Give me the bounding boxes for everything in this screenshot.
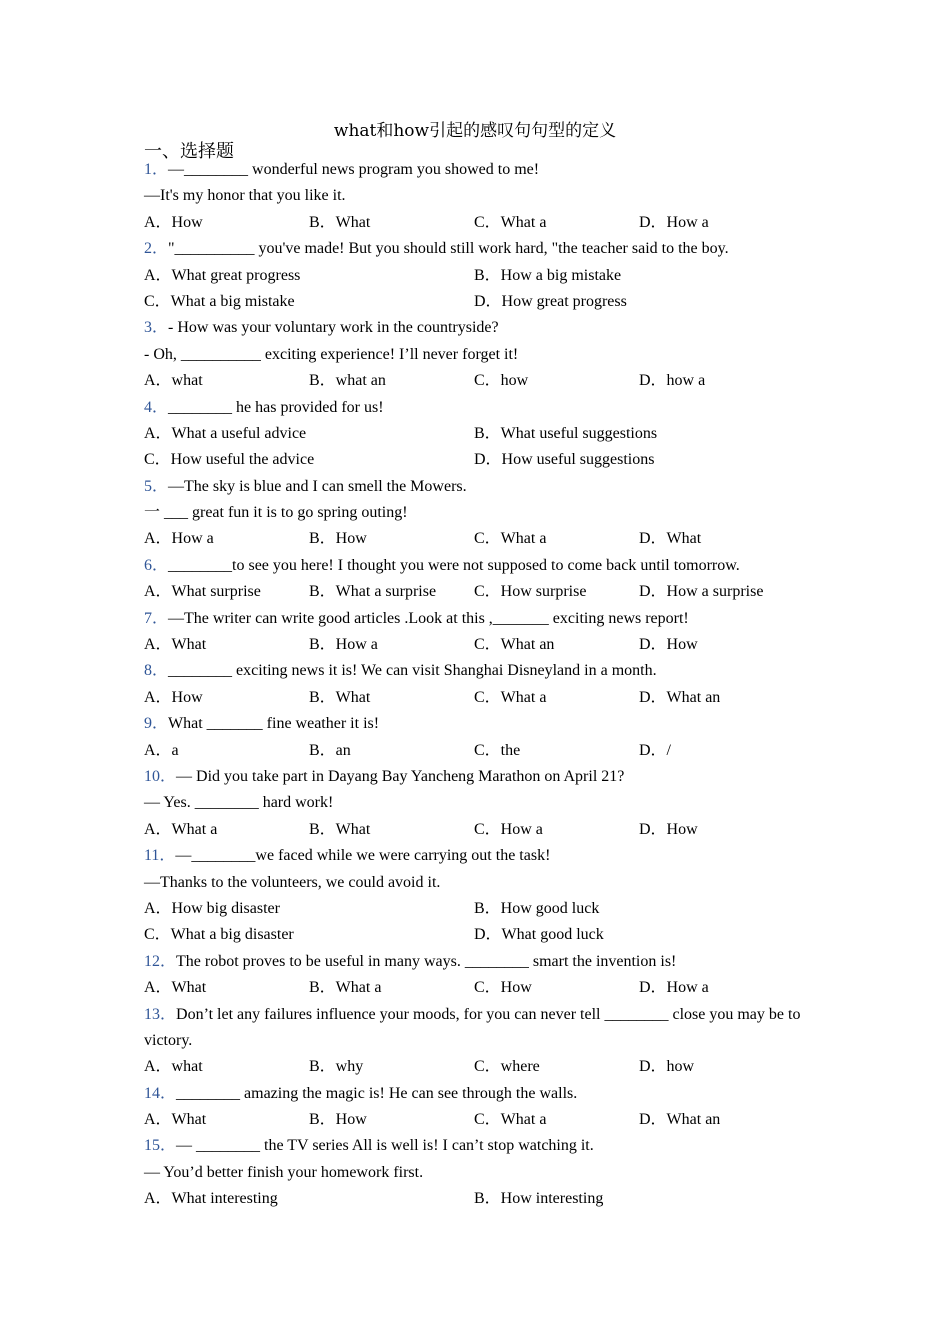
answer-option[interactable]: C．where (474, 1058, 540, 1076)
question-stem (144, 553, 804, 579)
answer-option[interactable]: C．How useful the advice (144, 451, 315, 469)
question-12 (144, 949, 804, 1002)
question-list (144, 157, 804, 1213)
question-11 (144, 843, 804, 949)
question-text: — ________ the TV series All is well is! I can’t stop watching it. (176, 1137, 594, 1155)
answer-option[interactable]: C．What a big mistake (144, 292, 295, 310)
option-row (144, 975, 804, 1001)
question-number: 15． (144, 1137, 177, 1155)
answer-option[interactable]: C．What a (474, 530, 547, 548)
answer-option[interactable]: B．How (309, 1111, 367, 1129)
answer-option[interactable]: B．How a (309, 636, 378, 654)
answer-option[interactable]: C．What a (474, 213, 547, 231)
question-text: "__________ you've made! But you should still work hard, "the teacher said to the boy. (168, 240, 729, 258)
question-stem (144, 1133, 804, 1159)
answer-option[interactable]: A．a (144, 741, 179, 759)
question-dialogue-line (144, 342, 804, 368)
question-14 (144, 1081, 804, 1134)
option-row (144, 632, 804, 658)
option-row (144, 263, 804, 289)
answer-option[interactable]: B．How good luck (474, 899, 600, 917)
question-stem (144, 711, 804, 737)
answer-option[interactable]: D．What an (639, 688, 721, 706)
answer-option[interactable]: A．What interesting (144, 1190, 278, 1208)
answer-option[interactable]: A．How a (144, 530, 214, 548)
answer-option[interactable]: B．an (309, 741, 351, 759)
option-row (144, 817, 804, 843)
question-1 (144, 157, 804, 236)
question-text: — You’d better finish your homework first. (144, 1163, 424, 1181)
option-row (144, 738, 804, 764)
question-9 (144, 711, 804, 764)
question-text: —________we faced while we were carrying out the task! (175, 847, 551, 865)
question-3 (144, 315, 804, 394)
option-row (144, 1107, 804, 1133)
question-text: — Did you take part in Dayang Bay Yancheng Marathon on April 21? (176, 767, 625, 785)
answer-option[interactable]: D．how a (639, 372, 706, 390)
question-number: 1． (144, 161, 169, 178)
answer-option[interactable]: B．why (309, 1058, 364, 1076)
option-row (144, 289, 804, 315)
answer-option[interactable]: A．What great progress (144, 266, 301, 284)
question-text: - How was your voluntary work in the countryside? (168, 319, 499, 337)
option-row (144, 368, 804, 394)
answer-option[interactable]: C．how (474, 372, 529, 390)
question-8 (144, 658, 804, 711)
question-6 (144, 553, 804, 606)
answer-option[interactable]: C．What a (474, 688, 547, 706)
answer-option[interactable]: A．What surprise (144, 583, 261, 601)
answer-option[interactable]: B．What (309, 688, 371, 706)
question-dialogue-line (144, 790, 804, 816)
question-number: 13． (144, 1005, 177, 1023)
question-stem (144, 236, 804, 262)
answer-option[interactable]: D．how (639, 1058, 695, 1076)
option-row (144, 922, 804, 948)
question-dialogue-line (144, 870, 804, 896)
answer-option[interactable]: D．What an (639, 1111, 721, 1129)
question-stem (144, 949, 804, 975)
page-title: what和how引起的感叹句句型的定义 (333, 121, 617, 141)
option-row (144, 447, 804, 473)
option-row (144, 896, 804, 922)
question-text: — Yes. ________ hard work! (144, 794, 334, 812)
question-stem (144, 157, 804, 183)
question-stem (144, 658, 804, 684)
option-row (144, 685, 804, 711)
answer-option[interactable]: A．How (144, 213, 203, 231)
answer-option[interactable]: B．what an (309, 372, 386, 390)
question-text: —It's my honor that you like it. (144, 187, 346, 205)
question-2 (144, 236, 804, 315)
answer-option[interactable]: A．what (144, 372, 203, 390)
section-heading: 一、选择题 (144, 141, 234, 162)
question-number: 7． (144, 609, 169, 627)
question-number: 14． (144, 1084, 177, 1102)
answer-option[interactable]: A．How (144, 688, 203, 706)
answer-option[interactable]: B．How interesting (474, 1190, 604, 1208)
answer-option[interactable]: B．What (309, 820, 371, 838)
question-text: The robot proves to be useful in many ways. ________ smart the invention is! (176, 952, 677, 970)
answer-option[interactable]: A．what (144, 1058, 203, 1076)
question-stem (144, 474, 804, 500)
question-stem (144, 764, 804, 790)
answer-option[interactable]: C．How surprise (474, 583, 587, 601)
answer-option[interactable]: D．How a (639, 213, 709, 231)
answer-option[interactable]: C．How (474, 979, 532, 997)
question-text: ________to see you here! I thought you were not supposed to come back until tomorrow. (168, 556, 740, 574)
question-text: 一 ___ great fun it is to go spring outing! (144, 504, 408, 522)
answer-option[interactable]: D．How a (639, 979, 709, 997)
answer-option[interactable]: A．What a useful advice (144, 424, 307, 442)
answer-option[interactable]: B．How a big mistake (474, 266, 622, 284)
question-13 (144, 1002, 804, 1081)
answer-option[interactable]: D．How a surprise (639, 583, 764, 601)
question-text: ________ he has provided for us! (168, 398, 384, 416)
answer-option[interactable]: C．the (474, 741, 521, 759)
question-number: 3． (144, 319, 169, 337)
option-row (144, 526, 804, 552)
question-text: - Oh, __________ exciting experience! I’ll never forget it! (144, 345, 519, 363)
question-dialogue-line (144, 183, 804, 209)
question-stem (144, 1002, 804, 1055)
question-text: —The writer can write good articles .Look at this ,_______ exciting news report! (168, 609, 689, 627)
question-dialogue-line (144, 1160, 804, 1186)
answer-option[interactable]: A．What (144, 636, 207, 654)
answer-option[interactable]: B．What a (309, 979, 382, 997)
question-text: What _______ fine weather it is! (168, 715, 380, 733)
answer-option[interactable]: B．What (309, 213, 371, 231)
question-stem (144, 843, 804, 869)
option-row (144, 579, 804, 605)
option-row (144, 421, 804, 447)
answer-option[interactable]: D．How (639, 636, 698, 654)
question-dialogue-line (144, 500, 804, 526)
question-number: 11． (144, 847, 176, 865)
answer-option[interactable]: A．How big disaster (144, 899, 280, 917)
answer-option[interactable]: D．What (639, 530, 702, 548)
question-number: 4． (144, 398, 169, 416)
answer-option[interactable]: A．What a (144, 820, 218, 838)
question-number: 10． (144, 767, 177, 785)
question-text: Don’t let any failures influence your moods, for you can never tell ________ close you may be to victory. (144, 1005, 801, 1049)
question-number: 2． (144, 240, 169, 258)
question-number: 8． (144, 662, 169, 680)
question-stem (144, 1081, 804, 1107)
question-5 (144, 474, 804, 553)
answer-option[interactable]: C．What a big disaster (144, 926, 294, 944)
question-number: 9． (144, 715, 169, 733)
question-number: 6． (144, 556, 169, 574)
answer-option[interactable]: C．How a (474, 820, 543, 838)
question-text: ________ exciting news it is! We can visit Shanghai Disneyland in a month. (168, 662, 657, 680)
question-number: 5． (144, 477, 169, 495)
answer-option[interactable]: D．/ (639, 741, 672, 759)
question-text: —________ wonderful news program you showed to me! (168, 161, 540, 178)
option-row (144, 1186, 804, 1212)
answer-option[interactable]: D．How useful suggestions (474, 451, 655, 469)
answer-option[interactable]: A．What (144, 1111, 207, 1129)
question-stem (144, 606, 804, 632)
answer-option[interactable]: C．What an (474, 636, 555, 654)
question-stem (144, 315, 804, 341)
answer-option[interactable]: B．What a surprise (309, 583, 437, 601)
question-4 (144, 395, 804, 474)
question-15 (144, 1133, 804, 1212)
answer-option[interactable]: D．How (639, 820, 698, 838)
option-row (144, 210, 804, 236)
answer-option[interactable]: D．What good luck (474, 926, 604, 944)
answer-option[interactable]: B．What useful suggestions (474, 424, 658, 442)
question-number: 12． (144, 952, 177, 970)
answer-option[interactable]: A．What (144, 979, 207, 997)
question-text: ________ amazing the magic is! He can see through the walls. (176, 1084, 578, 1102)
option-row (144, 1054, 804, 1080)
question-text: —Thanks to the volunteers, we could avoid it. (144, 873, 441, 891)
answer-option[interactable]: C．What a (474, 1111, 547, 1129)
question-10 (144, 764, 804, 843)
question-7 (144, 606, 804, 659)
answer-option[interactable]: D．How great progress (474, 292, 627, 310)
question-text: —The sky is blue and I can smell the Mowers. (168, 477, 467, 495)
question-stem (144, 395, 804, 421)
answer-option[interactable]: B．How (309, 530, 367, 548)
